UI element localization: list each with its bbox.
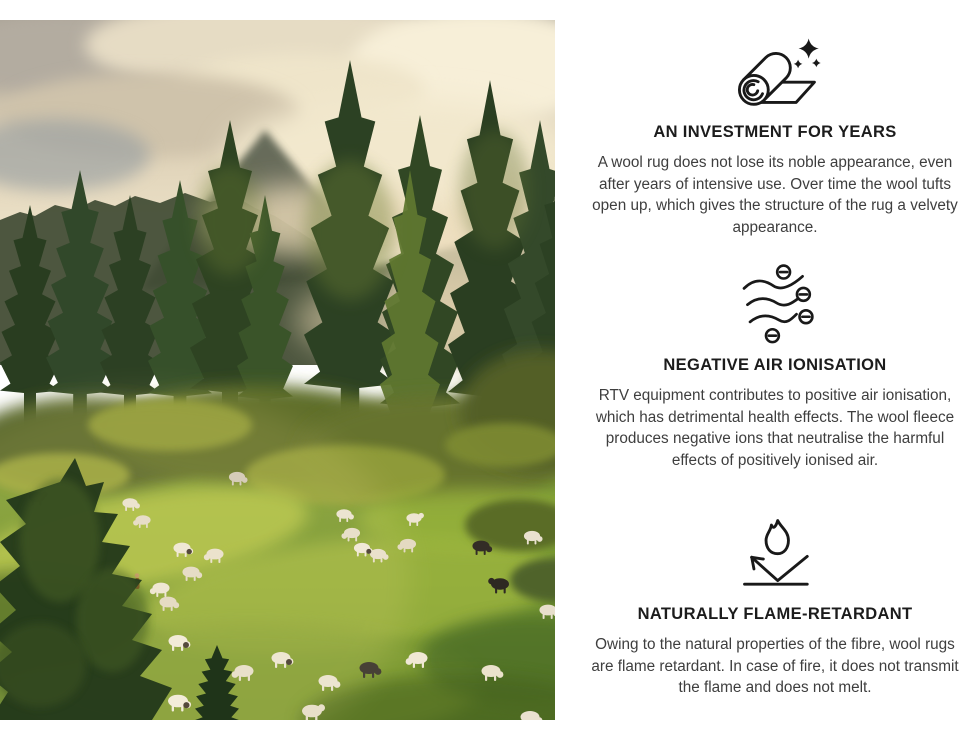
feature-ionisation — [591, 260, 959, 471]
feature-text: A wool rug does not lose its noble appearance, even after years of intensive use. Over time the wool tufts open up, which gives the structure of the rug a velvety appearance. — [592, 154, 958, 236]
features-panel — [555, 20, 970, 720]
feature-title: AN INVESTMENT FOR YEARS — [653, 123, 897, 141]
feature-title: NEGATIVE AIR IONISATION — [663, 356, 887, 374]
feature-text: Owing to the natural properties of the fibre, wool rugs are flame retardant. In case of fire, it does not transmit the flame and does not melt. — [591, 636, 959, 696]
meadow-photo — [0, 20, 555, 720]
feature-investment — [591, 36, 959, 238]
feature-title: NATURALLY FLAME-RETARDANT — [637, 605, 913, 623]
flame-deflect-icon — [732, 516, 818, 595]
sparkles — [794, 38, 821, 68]
rolled-rug-sparkle-icon — [725, 36, 825, 113]
negative-ions-air-icon — [730, 260, 820, 346]
feature-text: RTV equipment contributes to positive air ionisation, which has detrimental health effects. The wool fleece produces negative ions that neutralise the harmful effects of positively ionised air. — [595, 387, 955, 469]
meadow-photo-illustration — [0, 20, 555, 720]
feature-flame-retardant — [591, 516, 959, 699]
